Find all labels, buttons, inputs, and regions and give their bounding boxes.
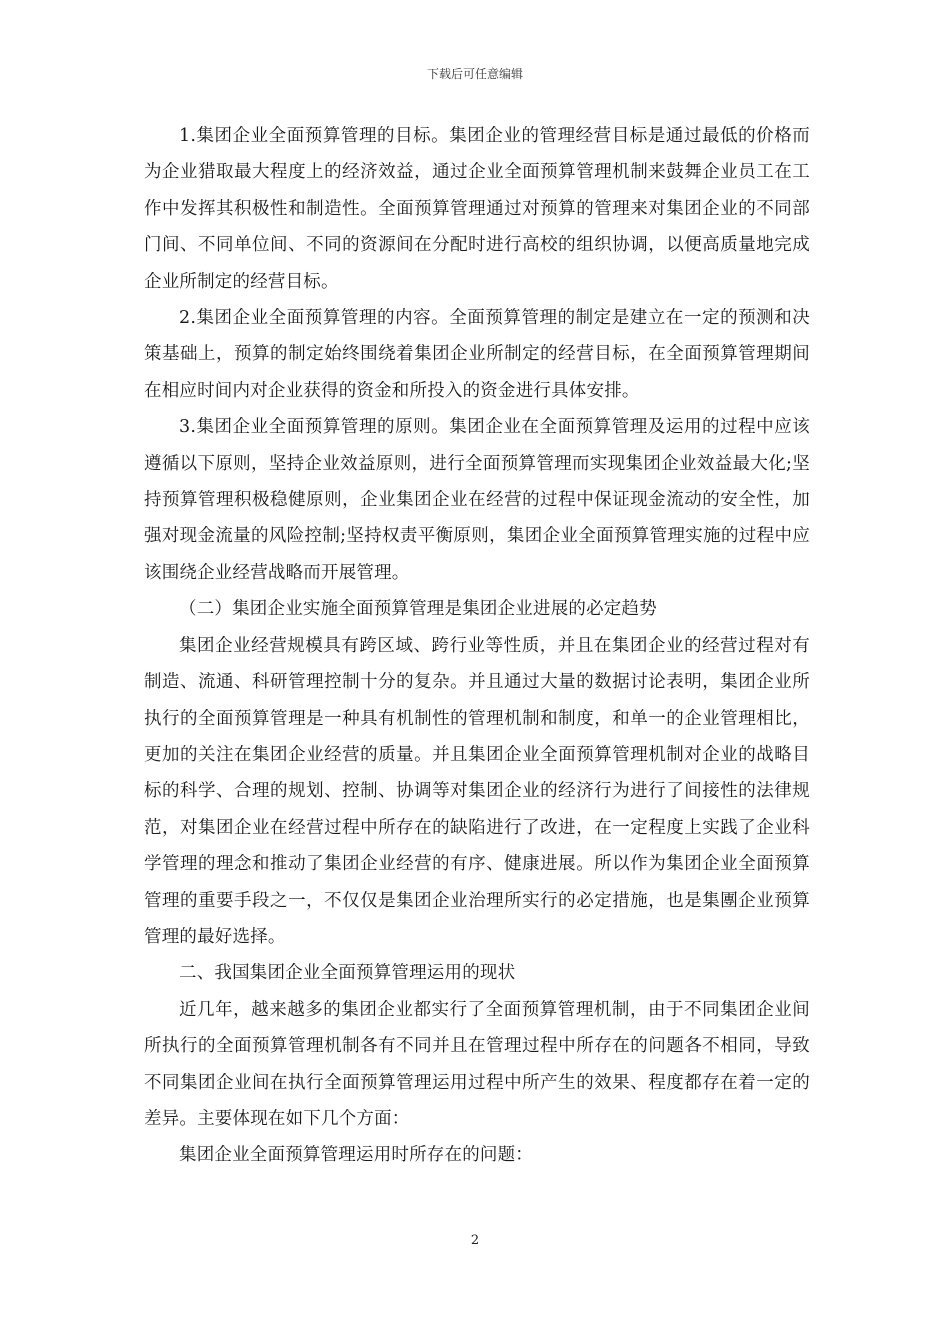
paragraph-budget-principles: 3.集团企业全面预算管理的原则。集团企业在全面预算管理及运用的过程中应该遵循以下原则，坚持企业效益原则，进行全面预算管理而实现集团企业效益最大化;坚持预算管理积极稳健原则，企业集团企业在经营的过程中保证现金流动的安全性，加强对现金流量的风险控制;坚持权责平衡原则，集团企业全面预算管理实施的过程中应该围绕企业经营战略而开展管理。 bbox=[144, 417, 810, 583]
paragraph-trend-body: 集团企业经营规模具有跨区域、跨行业等性质，并且在集团企业的经营过程对有制造、流通、科研管理控制十分的复杂。并且通过大量的数据讨论表明，集团企业所执行的全面预算管理是一种具有机制性的管理机制和制度，和单一的企业管理相比，更加的关注在集团企业经营的质量。并且集团企业全面预算管理机制对企业的战略目标的科学、合理的规划、控制、协调等对集团企业的经济行为进行了间接性的法律规范，对集团企业在经营过程中所存在的缺陷进行了改进，在一定程度上实践了企业科学管理的理念和推动了集团企业经营的有序、健康进展。所以作为集团企业全面预算管理的重要手段之一，不仅仅是集团企业治理所实行的必定措施，也是集團企业预算管理的最好选择。 bbox=[144, 635, 810, 947]
section-heading-trend: （二）集团企业实施全面预算管理是集团企业进展的必定趋势 bbox=[179, 599, 657, 620]
paragraph-budget-goal: 1.集团企业全面预算管理的目标。集团企业的管理经营目标是通过最低的价格而为企业猎取最大程度上的经济效益，通过企业全面预算管理机制来鼓舞企业员工在工作中发挥其积极性和制造性。全面预算管理通过对预算的管理来对集团企业的不同部门间、不同单位间、不同的资源间在分配时进行高校的组织协调，以便高质量地完成企业所制定的经营目标。 bbox=[144, 126, 810, 292]
paragraph-status-body: 近几年，越来越多的集团企业都实行了全面预算管理机制，由于不同集团企业间所执行的全面预算管理机制各有不同并且在管理过程中所存在的问题各不相同，导致不同集团企业间在执行全面预算管理运用过程中所产生的效果、程度都存在着一定的差异。主要体现在如下几个方面： bbox=[144, 999, 810, 1129]
section-heading-status: 二、我国集团企业全面预算管理运用的现状 bbox=[179, 963, 516, 984]
paragraph-budget-content: 2.集团企业全面预算管理的内容。全面预算管理的制定是建立在一定的预测和决策基础上，预算的制定始终围绕着集团企业所制定的经营目标，在全面预算管理期间在相应时间内对企业获得的资金和所投入的资金进行具体安排。 bbox=[144, 308, 810, 401]
paragraph-problems-intro: 集团企业全面预算管理运用时所存在的问题： bbox=[179, 1145, 533, 1166]
document-body bbox=[144, 118, 810, 1174]
page-number: 2 bbox=[470, 1233, 480, 1248]
page-header: 下载后可任意编辑 bbox=[426, 67, 523, 81]
